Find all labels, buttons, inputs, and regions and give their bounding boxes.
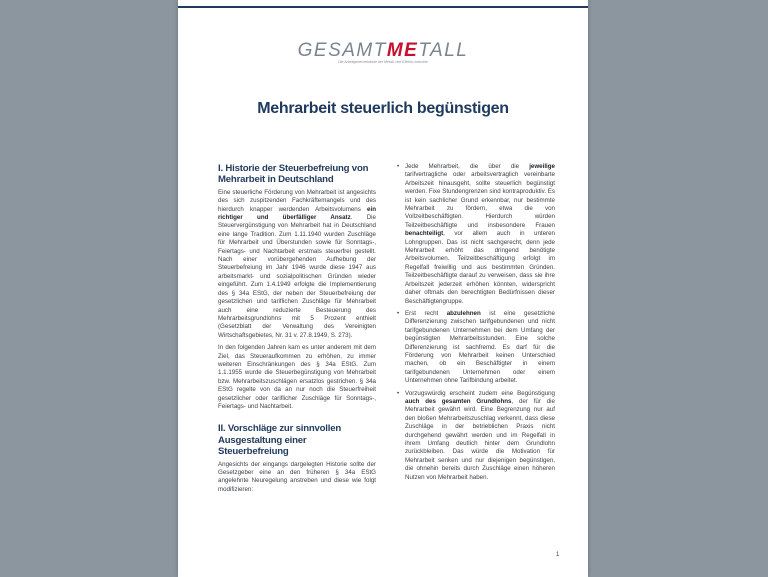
bullet-icon: • <box>397 309 400 317</box>
list-item: • Erst recht abzulehnen ist eine gesetzliche Differenzierung zwischen tarifgebundenen und nicht tarifgebundenen Unternehmen bei dem Umfang der begünstigten Mehrarbeitsstunden. Eine solche Differenzierung ist sachfremd. Es darf für die Förderung von Mehrarbeit keinen Unterschied machen, ob ein Beschäftigter in einem tarifgebundenen Unternehmen oder einem Unternehmen ohne Tarifbindung arbeitet. <box>397 309 555 385</box>
proposal-list <box>397 163 555 482</box>
bullet-icon: • <box>397 389 400 397</box>
section-1-paragraph-2: In den folgenden Jahren kam es unter anderem mit dem Ziel, das Steueraufkommen zu erhöhen, zu immer weiteren Einschränkungen des § 34a EStG. Zum 1.1.1955 wurde die Steuerbegünstigung von Mehrarbeit bzw. Mehrarbeitszuschlägen ersatzlos gestrichen. § 34a EStG regelte von da an nur noch die Steuerfreiheit gesetzlicher oder tariflicher Zuschläge für Sonntags-, Feiertags- und Nachtarbeit. <box>218 344 376 410</box>
bullet-icon: • <box>397 163 400 170</box>
logo-tagline: Die Arbeitgeberverbände der Metall- und Elektro-Industrie <box>338 60 428 64</box>
gesamtmetall-logo: GESAMTMETALL <box>297 40 469 61</box>
left-column <box>218 163 376 498</box>
section-1-paragraph-1: Eine steuerliche Förderung von Mehrarbeit ist angesichts des sich zuspitzenden Fachkräftemangels und des hierdurch knapper werdenden Arbeitsvolumens ein richtiger und überfälliger Ansatz. Die Steuervergünstigung von Mehrarbeit hat in Deutschland eine lange Tradition. Zum 1.11.1940 wurden Zuschläge für Mehrarbeit und Überstunden sowie für Sonntags-, Feiertags- und Nachtarbeit erstmals steuerfrei gestellt. Nach einer vorübergehenden Aufhebung der Steuerbefreiung im Jahr 1946 wurde diese 1947 aus arbeitsmarkt- und sozialpolitischen Gründen wieder eingeführt. Zum 1.4.1949 erfolgte die Implementierung des § 34a EStG, der neben der Steuerbefreiung der gesetzlichen und tariflichen Zuschläge für Mehrarbeit auch eine reduzierte Besteuerung des Mehrarbeitsgrundlohns mit 5 Prozent enthielt (Gesetzblatt der Verwaltung des Vereinigten Wirtschaftsgebietes, Nr. 31 v. 27.8.1949, S. 273). <box>218 188 376 339</box>
document-page <box>178 0 588 577</box>
list-item: • Vorzugswürdig erscheint zudem eine Begünstigung auch des gesamten Grundlohns, der für die Mehrarbeit gewährt wird. Eine Begrenzung nur auf den bloßen Mehrarbeitszuschlag verkennt, dass diese Zuschläge in der betrieblichen Praxis nicht durchgehend gewährt werden und im Regelfall in ihrem Umfang deutlich hinter dem Grundlohn zurückbleiben. Das würde die Motivation für Mehrarbeit senken und nur diejenigen begünstigen, die ohnehin bereits durch Zuschläge einen höheren Nutzen von Mehrarbeit haben. <box>397 389 555 481</box>
section-2-paragraph-1: Angesichts der eingangs dargelegten Historie sollte der Gesetzgeber eine an den früheren § 34a EStG angelehnte Neuregelung anstreben und diese wie folgt modifizieren: <box>218 460 376 493</box>
page-number: 1 <box>556 552 560 558</box>
list-item: • Jede Mehrarbeit, die über die jeweilige tarifvertragliche oder arbeitsvertraglich vereinbarte Arbeitszeit hinausgeht, sollte steuerlich begünstigt werden. Fixe Stundengrenzen sind kontraproduktiv. Es ist kein sachlicher Grund erkennbar, nur bestimmte Mehrarbeit zu fördern, etwa die von Vollzeitbeschäftigten. Hierdurch würden Teilzeitbeschäftigte und insbesondere Frauen benachteiligt, vor allem auch in unteren Lohngruppen. Das ist nicht sachgerecht, denn jede Mehrarbeit erhöht das dringend benötigte Arbeitsvolumen. Teilzeitbeschäftigung erfolgt im Regelfall freiwillig und aus bestimmten Gründen. Teilzeitbeschäftigte darauf zu verweisen, dass sie ihre Arbeitszeit jederzeit erhöhen könnten, widerspricht daher oftmals den berechtigten Bedürfnissen dieser Beschäftigtengruppe. <box>397 163 555 305</box>
right-column <box>397 163 555 486</box>
page-title: Mehrarbeit steuerlich begünstigen <box>257 100 509 117</box>
section-1-heading: I. Historie der Steuerbefreiung von Mehrarbeit in Deutschland <box>218 163 369 186</box>
section-2-heading: II. Vorschläge zur sinnvollen Ausgestaltung einer Steuerbefreiung <box>218 423 342 458</box>
top-border <box>178 0 588 8</box>
